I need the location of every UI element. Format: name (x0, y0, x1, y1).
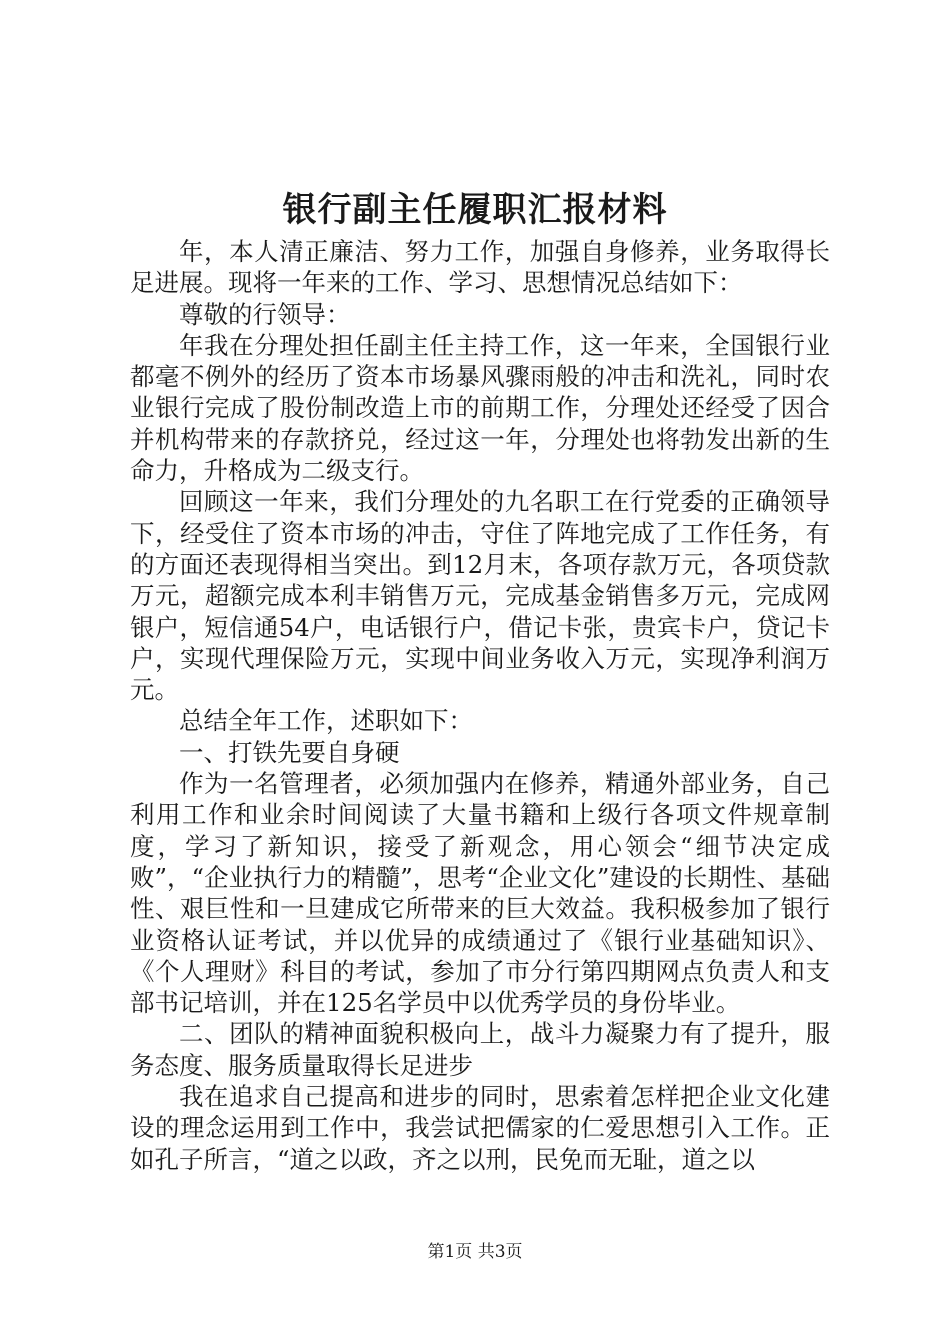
document-title: 银行副主任履职汇报材料 (282, 190, 668, 230)
paragraph-summary-lead: 总结全年工作，述职如下： (179, 706, 473, 736)
paragraph-background: 年我在分理处担任副主任主持工作，这一年来，全国银行业都毫不例外的经历了资本市场暴风骤雨般的冲击和洗礼，同时农业银行完成了股份制改造上市的前期工作，分理处还经受了因合并机构带来的存款挤兑，经过这一年，分理处也将勃发出新的生命力，升格成为二级支行。 (130, 330, 830, 486)
paragraph-review: 回顾这一年来，我们分理处的九名职工在行党委的正确领导下，经受住了资本市场的冲击，守住了阵地完成了工作任务，有的方面还表现得相当突出。到12月末，各项存款万元，各项贷款万元，超额完成本利丰销售万元，完成基金销售多万元，完成网银户，短信通54户，电话银行户，借记卡张，贵宾卡户，贷记卡户，实现代理保险万元，实现中间业务收入万元，实现净利润万元。 (130, 487, 830, 705)
paragraph-section-2: 我在追求自己提高和进步的同时，思索着怎样把企业文化建设的理念运用到工作中，我尝试把儒家的仁爱思想引入工作。正如孔子所言，“道之以政，齐之以刑，民免而无耻，道之以 (130, 1082, 830, 1174)
paragraph-intro: 年，本人清正廉洁、努力工作，加强自身修养，业务取得长足进展。现将一年来的工作、学习、思想情况总结如下： (130, 237, 830, 298)
page-footer: 第1页 共3页 (427, 1242, 523, 1262)
paragraph-salutation: 尊敬的行领导： (179, 299, 351, 329)
section-heading-1: 一、打铁先要自身硬 (179, 737, 400, 767)
document-body (130, 236, 830, 1175)
section-heading-2: 二、团队的精神面貌积极向上，战斗力凝聚力有了提升，服务态度、服务质量取得长足进步 (130, 1019, 830, 1080)
paragraph-section-1: 作为一名管理者，必须加强内在修养，精通外部业务，自己利用工作和业余时间阅读了大量书籍和上级行各项文件规章制度，学习了新知识，接受了新观念，用心领会“细节决定成败”，“企业执行力的精髓”，思考“企业文化”建设的长期性、基础性、艰巨性和一旦建成它所带来的巨大效益。我积极参加了银行业资格认证考试，并以优异的成绩通过了《银行业基础知识》、《个人理财》科目的考试，参加了市分行第四期网点负责人和支部书记培训，并在125名学员中以优秀学员的身份毕业。 (130, 769, 830, 1018)
